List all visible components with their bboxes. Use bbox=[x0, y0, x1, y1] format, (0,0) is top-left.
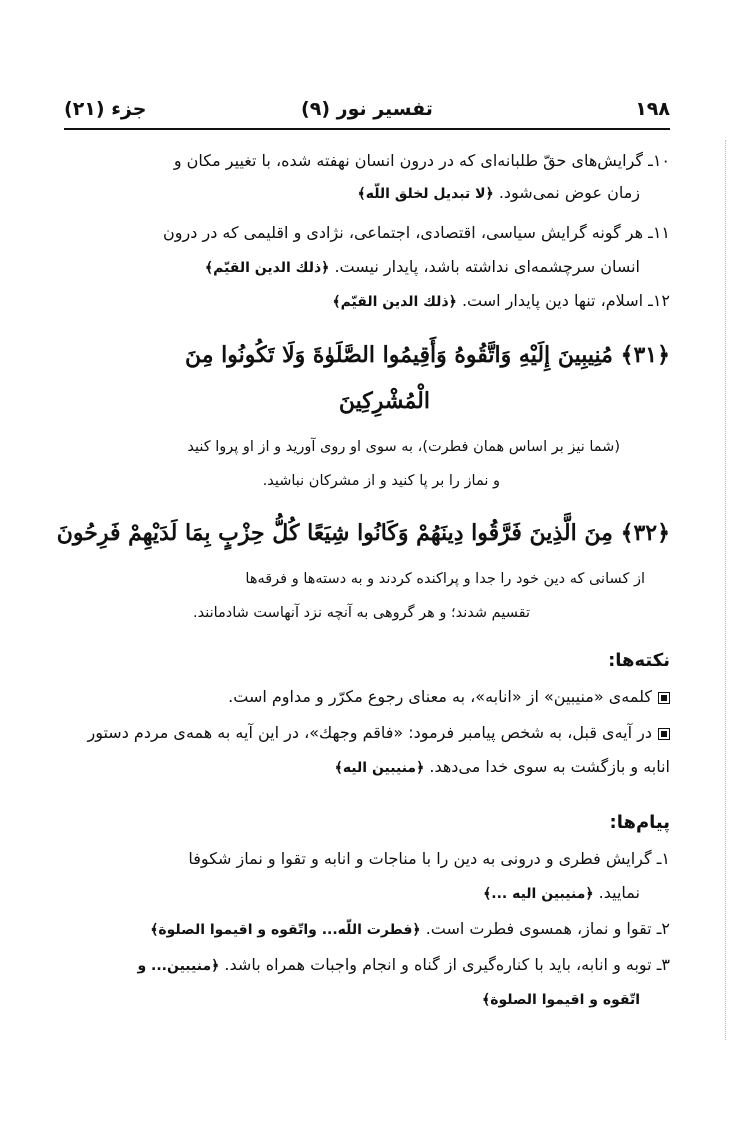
book-title: تفسیر نور (۹) bbox=[301, 98, 433, 120]
text-line: ۱۲ـ اسلام، تنها دین پایدار است. ﴿ذلك الدين القيّم﴾ bbox=[332, 291, 670, 310]
translation-32-line-2: تقسیم شدند؛ و هر گروهی به آنچه نزد آنهاست شادمانند. bbox=[192, 605, 530, 621]
quote-ref: ﴿ذلك الدين القيّم﴾ bbox=[332, 294, 457, 310]
square-bullet-icon bbox=[658, 728, 670, 740]
verse-31-line-2: الْمُشْرِكِينَ bbox=[338, 388, 430, 414]
text-line: ۱۱ـ هر گونه گرایش سیاسی، اقتصادی، اجتماعی، نژادی و اقلیمی که در درون bbox=[163, 223, 670, 242]
header-rule bbox=[64, 128, 670, 130]
quote-ref: ﴿فطرت اللّه... واتّقوه و اقیموا الصلوة﴾ bbox=[150, 922, 421, 938]
page-header bbox=[64, 96, 670, 130]
messages-heading: پیام‌ها: bbox=[609, 812, 670, 833]
message-item-cont bbox=[60, 988, 640, 1011]
verse-31-line-1: ﴿۳۱﴾ مُنِيبِينَ إِلَيْهِ وَاتَّقُوهُ وَأَقِيمُوا الصَّلَوٰةَ وَلَا تَكُونُوا مِنَ bbox=[184, 342, 670, 368]
translation-31-line-2: و نماز را بر پا کنید و از مشرکان نباشید. bbox=[262, 473, 500, 489]
quote-ref: اتّقوه و اقیموا الصلوة﴾ bbox=[482, 992, 640, 1008]
note-item: کلمه‌ی «منیبین» از «انابه»، به معنای رجوع مکرّر و مداوم است. bbox=[60, 686, 670, 708]
page-number: ۱۹۸ bbox=[635, 98, 670, 120]
quote-ref: ﴿منیبین الیه ...﴾ bbox=[483, 886, 594, 902]
quote-ref: ﴿منیبین الیه﴾ bbox=[334, 760, 425, 776]
message-item: ۱ـ گرایش فطری و درونی به دین را با مناجات و انابه و تقوا و نماز شکوفا bbox=[188, 849, 670, 868]
note-item-cont: انابه و بازگشت به سوی خدا می‌دهد. ﴿منیبین الیه﴾ bbox=[334, 757, 670, 776]
juz-label: جزء (۲۱) bbox=[64, 98, 147, 120]
translation-31-line-1: (شما نیز بر اساس همان فطرت)، به سوی او روی آورید و از او پروا کنید bbox=[187, 439, 620, 455]
translation-32-line-1: از کسانی که دین خود را جدا و پراکنده کردند و به دسته‌ها و فرقه‌ها bbox=[245, 571, 645, 587]
scan-margin bbox=[725, 140, 726, 1040]
note-item: در آیه‌ی قبل، به شخص پیامبر فرمود: «فاقم وجهك»، در این آیه به همه‌ی مردم دستور bbox=[60, 722, 670, 744]
quote-ref: ﴿لا تبدیل لخلق اللّه﴾ bbox=[357, 186, 494, 202]
verse-32: ﴿۳۲﴾ مِنَ الَّذِينَ فَرَّقُوا دِينَهُمْ وَكَانُوا شِيَعًا كُلُّ حِزْبٍ بِمَا لَدَيْهِمْ فَرِحُونَ bbox=[56, 520, 670, 546]
notes-heading: نکته‌ها: bbox=[608, 650, 670, 671]
quote-ref: ﴿منیبین... و bbox=[137, 958, 220, 974]
text-line: ۱۰ـ گرایش‌های حقّ طلبانه‌ای که در درون انسان نهفته شده، با تغییر مکان و bbox=[173, 151, 670, 170]
square-bullet-icon bbox=[658, 692, 670, 704]
text-line: زمان عوض نمی‌شود. ﴿لا تبدیل لخلق اللّه﴾ bbox=[357, 183, 640, 202]
message-item-cont: نمایید. ﴿منیبین الیه ...﴾ bbox=[483, 883, 640, 902]
message-item: ۳ـ توبه و انابه، باید با کناره‌گیری از گناه و انجام واجبات همراه باشد. ﴿منیبین... و bbox=[137, 955, 670, 974]
quote-ref: ﴿ذلك الدين القيّم﴾ bbox=[204, 260, 330, 276]
message-item: ۲ـ تقوا و نماز، همسوی فطرت است. ﴿فطرت اللّه... واتّقوه و اقیموا الصلوة﴾ bbox=[150, 919, 670, 938]
text-line: انسان سرچشمه‌ای نداشته باشد، پایدار نیست. ﴿ذلك الدين القيّم﴾ bbox=[204, 257, 640, 276]
